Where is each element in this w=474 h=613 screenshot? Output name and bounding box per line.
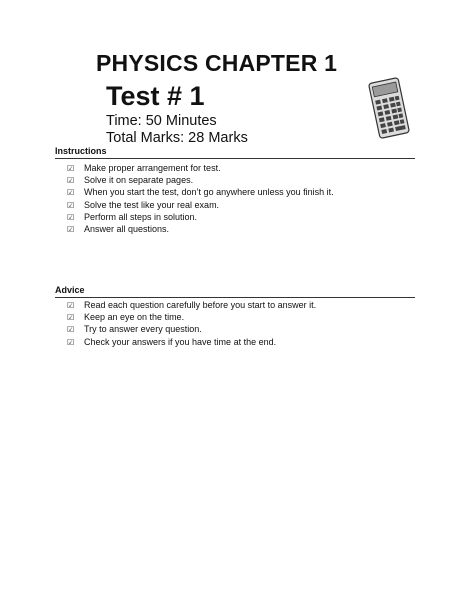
checklist-bullet-icon: ☑ [67, 224, 75, 234]
list-item [67, 299, 317, 311]
list-item [67, 199, 220, 211]
list-item-text: Try to answer every question. [84, 324, 202, 335]
advice-heading: Advice [55, 285, 85, 295]
checklist-bullet-icon: ☑ [67, 212, 75, 222]
advice-divider [55, 297, 415, 298]
list-item-text: Solve it on separate pages. [84, 175, 194, 186]
list-item [67, 211, 198, 223]
total-marks-text: Total Marks: 28 Marks [106, 130, 248, 146]
list-item [67, 223, 170, 235]
list-item [67, 323, 202, 335]
list-item-text: Perform all steps in solution. [84, 211, 198, 222]
list-item [67, 174, 194, 186]
checklist-bullet-icon: ☑ [67, 188, 75, 198]
checklist-bullet-icon: ☑ [67, 325, 75, 335]
time-limit-text: Time: 50 Minutes [106, 113, 217, 129]
checklist-bullet-icon: ☑ [67, 301, 75, 310]
checklist-bullet-icon: ☑ [67, 337, 75, 347]
list-item-text: Read each question carefully before you start to answer it. [84, 300, 317, 310]
test-number-heading: Test # 1 [106, 81, 205, 111]
instructions-heading: Instructions [55, 146, 107, 156]
list-item-text: Answer all questions. [84, 223, 170, 234]
instructions-list [67, 162, 334, 235]
checklist-bullet-icon: ☑ [67, 164, 75, 173]
list-item-text: Keep an eye on the time. [84, 312, 185, 323]
list-item-text: Solve the test like your real exam. [84, 199, 220, 210]
calculator-icon [366, 76, 412, 140]
list-item [67, 336, 277, 348]
list-item-text: Make proper arrangement for test. [84, 163, 221, 173]
checklist-bullet-icon: ☑ [67, 176, 75, 186]
list-item [67, 186, 334, 198]
advice-list [67, 299, 317, 348]
list-item [67, 311, 185, 323]
page-title: PHYSICS CHAPTER 1 [96, 50, 338, 76]
list-item-text: Check your answers if you have time at the end. [84, 336, 277, 347]
list-item [67, 162, 221, 174]
checklist-bullet-icon: ☑ [67, 200, 75, 210]
instructions-divider [55, 158, 415, 159]
list-item-text: When you start the test, don’t go anywhere unless you finish it. [84, 187, 334, 198]
checklist-bullet-icon: ☑ [67, 313, 75, 323]
